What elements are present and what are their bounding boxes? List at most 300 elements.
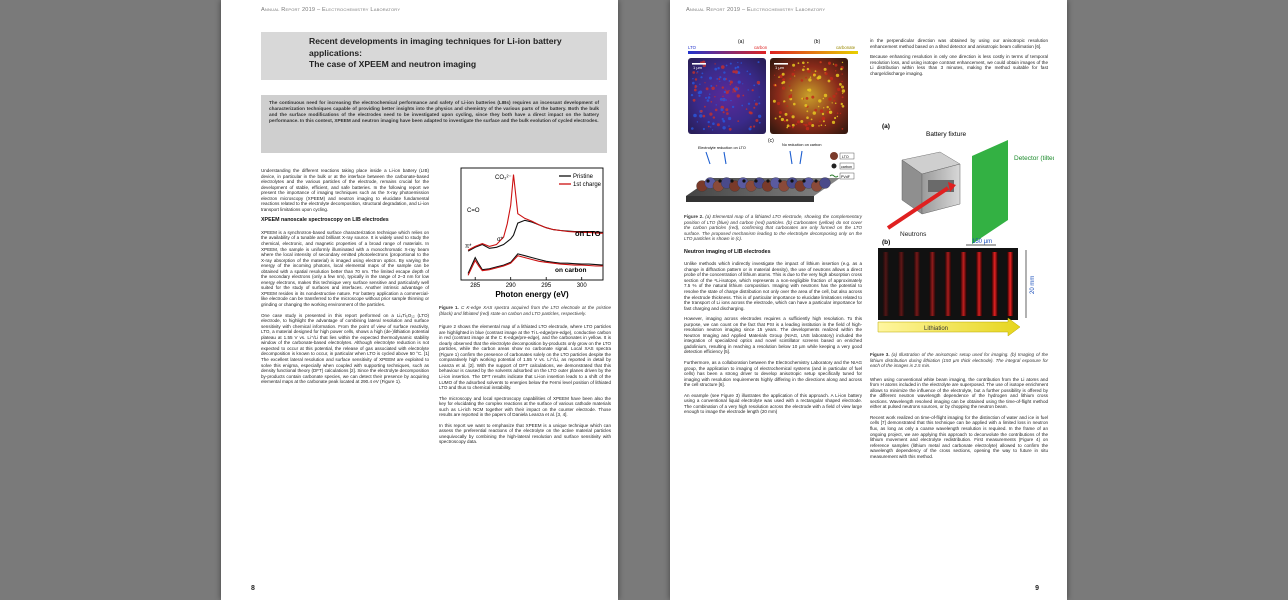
map-a-speckle (737, 62, 738, 63)
map-a-speckle (703, 115, 706, 118)
map-a-speckle (705, 97, 707, 99)
map-a-speckle (711, 87, 714, 90)
map-a-speckle (722, 86, 724, 88)
map-a-speckle (730, 81, 733, 84)
annotation-co: C=O (467, 208, 480, 214)
label-lithiation: Lithiation (924, 326, 949, 332)
map-b-speckle (774, 75, 775, 76)
carbon-particle (754, 179, 757, 182)
map-a-speckle (716, 78, 718, 80)
map-a-speckle (717, 67, 719, 69)
map-a-speckle (754, 100, 755, 101)
map-b-speckle (819, 121, 821, 123)
map-b-speckle (836, 74, 839, 77)
map-b-speckle (832, 95, 835, 98)
map-b-speckle (792, 115, 795, 118)
map-b-speckle (832, 121, 835, 124)
paragraph: Because enhancing resolution in only one direction is less costly in terms of temporal resolution loss, and using isotope contrast enhancement, we could obtain images of the Li distribution within less than 3 minutes, making the method suitable for fast charge/discharge imaging. (870, 54, 1048, 76)
carbon-particle (814, 179, 817, 182)
map-a-speckle (700, 76, 702, 78)
map-a-speckle (708, 96, 711, 99)
map-b-speckle (806, 110, 808, 112)
map-a-speckle (698, 95, 700, 97)
map-b-speckle (835, 93, 837, 95)
map-a-speckle (719, 76, 721, 78)
map-a-speckle (755, 119, 758, 122)
map-b-speckle (842, 73, 843, 74)
map-a-speckle (758, 61, 760, 63)
map-b-speckle (830, 77, 833, 80)
label-battery-fixture: Battery fixture (926, 131, 967, 138)
legend-swatch-carbon (832, 164, 837, 169)
lithiation-strip (929, 252, 935, 316)
carbon-particle (802, 179, 805, 182)
map-a-speckle (737, 94, 740, 97)
map-a-speckle (714, 96, 715, 97)
map-a-speckle (709, 77, 712, 80)
map-b-speckle (792, 73, 795, 76)
map-b-speckle (806, 97, 809, 100)
map-b-speckle (828, 97, 831, 100)
map-b-speckle (841, 81, 842, 82)
map-a-speckle (708, 126, 710, 128)
map-a-speckle (717, 123, 720, 126)
map-b-speckle (821, 124, 823, 126)
legend-lto: LTO (842, 155, 849, 159)
map-a-speckle (721, 65, 725, 69)
paragraph: One case study is presented in this report performed on a Li₄Ti₅O₁₂ (LTO) electrode, to highlight the advantage of combining lateral resolution and surface sensitivity with chemical information. From the point of view of surface reactivity, LTO, a material designed for high power cells, shows a high (de-)lithiation potential plateau at 1.55 V vs. Li⁺/Li that lies within the expected thermodynamic stability window of the carbonate-based electrolytes. Although electrolyte reduction is not expected to occur at this potential, the release of gas associated with electrolyte decomposition is known to occur, in particular when LTO is cycled above 50 °C. [1] The excellent lateral resolution and surface sensitivity of XPEEM are exploited to solve this enigma, especially when coupled with supporting techniques, such as density functional theory (DFT) calculations [2]. Since the electrolyte decomposition by-products contain carbonate species, we can detect their presence by acquiring elemental maps at the carbonate peak located at 290.4 eV (Figure 1). (261, 312, 429, 385)
paragraph: Unlike methods which indirectly investigate the impact of lithium insertion (e.g. as a change in diffraction pattern or in material density), the use of neutrons allows a direct probe of the concentration of lithium atoms. This is due to the very high absorption cross section of the ⁶Li-isotope, which represents a non-negligible fraction of approximately 7.5 % of the natural lithium composition. Imaging with neutrons has the potential to resolve the state of charge distribution not only over the area of the cell, but also across the electrode thickness. This is of particular importance to elucidate limitations related to the transport of Li ions across the electrode, which can have a particular importance for fast charging and discharging. (684, 261, 862, 311)
left-column-2 (439, 305, 611, 450)
map-b-speckle (814, 109, 817, 112)
map-b-speckle (820, 109, 823, 112)
paragraph: In this report we want to emphasize that XPEEM is a unique technique which can assess the preferential reactions of the electrolyte on the active material particles unequivocally by combining the high-lateral resolution and surface sensitivity with spectroscopy data. (439, 422, 611, 445)
figure-3-caption (870, 352, 1048, 369)
map-b-speckle (834, 117, 836, 119)
map-b-speckle (818, 99, 821, 102)
paragraph: However, imaging across electrodes requires a sufficiently high resolution. To this purpose, we can count on the fact that PSI is a leading institution in the field of high-resolution neutron imaging since 15 years. The developments realized within the Neutron Imaging and Applied Materials Group (NIAG, LNS laboratory) included the integration of specialized optics and novel scintillator screens based on enriched gadolinium, resulting in reaching a resolution below 10 µm while keeping a very good detection efficiency [5]. (684, 316, 862, 355)
legend-carbon: carbon (841, 165, 852, 169)
map-b-speckle (800, 120, 803, 123)
map-b-speckle (804, 104, 807, 107)
map-b-speckle (837, 112, 839, 114)
left-column-1 (261, 168, 429, 390)
map-b-speckle (825, 125, 826, 126)
map-b-speckle (779, 116, 781, 118)
map-b-speckle (842, 128, 844, 130)
map-a-speckle (692, 78, 693, 79)
x-tick-label: 295 (541, 283, 552, 289)
map-b-speckle (837, 88, 840, 91)
map-a-speckle (706, 87, 709, 90)
arrow-reduction (706, 152, 710, 164)
map-a-speckle (703, 128, 705, 130)
figure-3 (868, 116, 1054, 348)
intro-paragraph: Understanding the different reactions taking place inside a Li-ion battery (LIB) device, in particular in the bulk or at the interface between the carbonate-based electrolytes and the various particles of the electrode, remains crucial for the development of stable, efficient, and safe batteries. In the following report we present the importance of imaging techniques such as the X-ray photoemission electron microscopy (XPEEM) and neutron imaging to elucidate fundamental reactions related to the electrolyte decomposition, structural degradation, and Li-ion transport limitations upon cycling. (261, 168, 429, 212)
map-b-speckle (824, 94, 827, 97)
map-a-speckle (693, 99, 696, 102)
lithiation-strip (898, 252, 904, 316)
map-b-speckle (793, 103, 796, 106)
map-a-speckle (729, 128, 732, 131)
map-a-speckle (697, 121, 698, 122)
figure-1-caption (439, 305, 611, 316)
map-b-speckle (792, 126, 794, 128)
lithiation-strips (883, 252, 1014, 316)
map-a-speckle (752, 89, 754, 91)
map-b-speckle (786, 105, 788, 107)
legend-swatch-lto (830, 152, 838, 160)
lithiation-strip (945, 252, 951, 316)
legend-charge: 1st charge (573, 182, 602, 188)
map-b-speckle (775, 84, 777, 86)
map-b-speckle (817, 71, 818, 72)
carbon-particle (718, 179, 721, 182)
caption-text: C K-edge XAS spectra acquired from the LTO electrode at the pristine (black) and lithiated (red) state on carbon and LTO particles, respectively. (439, 305, 611, 316)
map-b-speckle (811, 119, 813, 121)
x-axis-label: Photon energy (eV) (495, 290, 569, 299)
map-b-speckle (840, 113, 841, 114)
arrow-reduction (790, 151, 792, 164)
map-b-speckle (808, 78, 811, 81)
annotation-co3: CO₃²⁻ (495, 175, 512, 181)
map-b-speckle (832, 102, 833, 103)
electrode-particle (820, 178, 831, 189)
map-a-speckle (737, 120, 739, 122)
legend-pristine: Pristine (573, 174, 594, 180)
map-a-speckle (737, 66, 739, 68)
map-a-speckle (755, 103, 758, 106)
paragraph: An example (see Figure 3) illustrates the application of this approach. A Li-ion battery using a conventional liquid electrolyte was used with a rectangular shaped electrode. The combination of a very high resolution across the electrode with a field of view large enough to image the electrode length (20 mm) (684, 392, 862, 415)
title-line-2: The case of XPEEM and neutron imaging (309, 59, 477, 69)
map-b-speckle (807, 62, 809, 64)
map-b-speckle (807, 89, 809, 91)
lithiation-strip (883, 252, 889, 316)
map-a-speckle (758, 102, 760, 104)
map-b-speckle (775, 118, 777, 120)
section-heading-xpeem: XPEEM nanoscale spectroscopy on LIB electrodes (261, 217, 389, 224)
map-a-speckle (693, 114, 697, 118)
map-a-speckle (713, 116, 715, 118)
map-a-speckle (758, 115, 761, 118)
map-a-speckle (728, 125, 729, 126)
map-a-speckle (721, 108, 724, 111)
legend-pvdf: PVdF (841, 175, 850, 179)
map-b-speckle (803, 124, 805, 126)
map-b-speckle (823, 120, 825, 122)
abstract-box: The continuous need for increasing the electrochemical performance and safety of Li-ion batteries (LIBs) requires an incessant development of characterization techniques capable of providing better insights into the physics and chemistry of the various parts of the battery. Both the bulk and the surface modifications of the electrodes need to be investigated upon cycling, since they both have a direct impact on the battery performance. In this context, XPEEM and neutron imaging have been adapted to investigate the surface and the bulk evolution of cycled electrodes. (261, 95, 607, 153)
bar-label-carbon: carbon (754, 45, 768, 50)
x-tick-label: 300 (576, 283, 587, 289)
lithiation-strip (914, 252, 920, 316)
map-b-speckle (811, 96, 814, 99)
label-no-reduction: No reduction on carbon (782, 143, 822, 147)
map-a-speckle (709, 94, 710, 95)
map-b-speckle (835, 70, 836, 71)
map-a-speckle (722, 126, 725, 129)
lithiation-strip (1007, 252, 1013, 316)
map-b-speckle (792, 64, 795, 67)
map-b-speckle (784, 102, 785, 103)
caption-label: Figure 1. (439, 305, 459, 310)
map-a-speckle (699, 84, 700, 85)
map-b-speckle (825, 72, 828, 75)
map-b-speckle (782, 81, 785, 84)
right-page (670, 0, 1067, 600)
map-a-speckle (749, 111, 752, 114)
map-a-speckle (741, 105, 743, 107)
label-detector: Detector (tilted) (1014, 155, 1054, 162)
figure-3-graphic (868, 116, 1054, 348)
map-b-speckle (842, 105, 845, 108)
map-a-speckle (722, 96, 723, 97)
map-b-speckle (806, 116, 809, 119)
carbon-particle (790, 179, 793, 182)
map-b-speckle (779, 111, 782, 114)
map-b-speckle (786, 119, 788, 121)
map-a-speckle (691, 94, 693, 96)
carbon-particle (730, 179, 733, 182)
map-a-speckle (692, 82, 695, 85)
map-a-speckle (742, 83, 743, 84)
map-a-speckle (722, 120, 724, 122)
map-b-speckle (841, 103, 843, 105)
map-a-speckle (715, 109, 718, 112)
paragraph: Furthermore, as a collaboration between the Electrochemistry Laboratory and the NIAG group, the application to imaging of electrochemical systems (and in particular of fuel cells) has been a strong driver to develop anisotropic setup specifically tuned for imaging with resolution requirements highly differing in the directions along and across the cell structure [6]. (684, 360, 862, 388)
label-scale-um: 150 µm (972, 239, 993, 245)
right-column-2-top (870, 38, 1048, 81)
annotation-on-carbon: on carbon (555, 267, 587, 274)
map-a-speckle (714, 68, 717, 71)
map-a-speckle (694, 89, 697, 92)
map-a-speckle (735, 70, 738, 73)
map-a-speckle (704, 82, 705, 83)
map-b-speckle (782, 73, 785, 76)
map-a-speckle (699, 114, 702, 117)
caption-text: (a) Illustration of the anisotropic setup used for imaging. (b) Imaging of the lithium distribution during lithiation (150 µm thick electrode). The integral exposure for each of the images is 2.5 min. (870, 352, 1048, 369)
map-a-speckle (742, 95, 744, 97)
xas-series-group (468, 175, 603, 276)
map-b-speckle (806, 127, 809, 130)
annotation-sigma: σ* (497, 237, 504, 243)
map-b-speckle (841, 86, 844, 89)
map-b-speckle (818, 75, 822, 79)
page-number: 9 (1035, 585, 1039, 592)
map-a-speckle (723, 71, 725, 73)
map-a-speckle (724, 91, 726, 93)
map-a-speckle (726, 91, 729, 94)
map-a-speckle (712, 122, 715, 125)
map-b-speckle (781, 118, 784, 121)
lithiation-arrow (878, 318, 1020, 336)
map-b-speckle (842, 89, 845, 92)
lithiation-strip (960, 252, 966, 316)
electrode-substrate-edge (686, 196, 814, 202)
map-a-speckle (714, 63, 715, 64)
bar-label-lto: LTO (688, 45, 696, 50)
carbon-particle (706, 179, 709, 182)
map-a-speckle (702, 73, 704, 75)
map-b-speckle (819, 61, 821, 63)
section-heading-neutron: Neutron imaging of LIB electrodes (684, 248, 771, 255)
map-b-speckle (828, 80, 831, 83)
map-b-speckle (777, 102, 780, 105)
map-b-speckle (802, 69, 805, 72)
map-a-speckle (709, 113, 712, 116)
running-header: Annual Report 2019 – Electrochemistry Laboratory (261, 7, 401, 13)
map-a-speckle (730, 84, 732, 86)
map-a-speckle (696, 72, 697, 73)
label-a: (a) (738, 39, 745, 45)
map-a-speckle (759, 96, 760, 97)
paragraph: Figure 2 shows the elemental map of a lithiated LTO electrode, where LTO particles are highlighted in blue (contrast image at the Ti L-edge/pre-edge), conductive carbon in red (contrast image at the C K-edge/pre-edge), and the carbonates in yellow. It is clearly observed that the electrolyte decomposition by-products only grow on the LTO particles, while the carbon areas show no carbonate signal. Local XAS spectra (Figure 1) confirm the presence of carbonates solely on the LTO particles despite the comparatively high working potential of 1.55 V vs. Li⁺/Li, as reported in detail by Leanza et al. [2]. With the support of DFT calculations, we demonstrated that this behaviour is caused by the solvents adsorbed on the LTO outer planes driven by the Li-ion insertion. The DFT results indicate that Li-ion insertion leads to a shift of the LUMO of the adsorbed solvents to energies below the Fermi level position of lithiated LTO and thus to chemical instability. (439, 324, 611, 391)
paragraph: XPEEM is a synchrotron-based surface characterization technique which relies on the availability of a tunable and brilliant X-ray source. It is widely used to study the chemical, electronic, and magnetic properties of a broad range of materials. In XPEEM, the sample is uniformly illuminated with a monochromatic X-ray beam where the local intensity of secondary emitted photoelectrons (proportional to the X-ray absorption of the material) is imaged using electron optics. By varying the energy of the incoming photons, local elemental maps of the sample can be obtained with a spatial resolution better than 70 nm. The limited escape depth of the secondary electrons (only a few nm), typically in the range of 2–3 nm for low energy electrons, makes this technique very surface sensitive and particularly well suited for the study of surfaces and interfaces. Another intrinsic advantage of XPEEM resides in its nondestructive nature. For battery application a commercial-like electrode can be transferred to the microscope without prior sample thinning or grinding or changing the working environment of the particles. (261, 229, 429, 308)
article-title (309, 36, 599, 71)
map-b-speckle (801, 98, 803, 100)
map-b-speckle (782, 87, 785, 90)
map-b-speckle (796, 124, 798, 126)
figure-2 (684, 36, 864, 211)
map-a-speckle (738, 81, 741, 84)
paragraph: The microscopy and local spectroscopy capabilities of XPEEM have been also the key for elucidating the complex reactions at the surface of various cathode materials such as Li-rich NCM together with their impact on the counter electrode. Those results are reported in the papers of Daniela Leanza et al. [3, 4]. (439, 395, 611, 418)
page-number: 8 (251, 585, 255, 592)
map-b-speckle (835, 103, 837, 105)
map-a-speckle (700, 110, 703, 113)
map-b-speckle (808, 122, 812, 126)
map-b-speckle (818, 106, 820, 108)
map-b-speckle (789, 85, 791, 87)
caption-text: (a) Elemental map of a lithiated LTO electrode, showing the complementary position of LTO (blue) and carbon (red) particles. (b) Carbonates (yellow) do not cover the carbon particles (red), confirming that carbonates are only formed on the LTO surface. The proposed mechanism leading to the electrolyte decomposing only on the LTO particles is shown in (c). (684, 214, 862, 242)
map-a-speckle (750, 126, 752, 128)
map-b-speckle (791, 113, 792, 114)
map-b-speckle (798, 62, 800, 64)
map-a-speckle (710, 126, 711, 127)
map-a-speckle (695, 85, 697, 87)
label-c: (c) (768, 138, 774, 144)
label-a: (a) (882, 123, 890, 130)
map-a-speckle (726, 99, 727, 100)
map-a-speckle (692, 71, 695, 74)
color-bar-b (770, 51, 858, 54)
map-b-speckle (785, 113, 788, 116)
map-b-speckle (794, 75, 795, 76)
running-header: Annual Report 2019 – Electrochemistry Laboratory (686, 7, 826, 13)
map-b-speckle (818, 125, 819, 126)
arrow-reduction (800, 151, 802, 164)
arrow-reduction (724, 152, 726, 164)
map-b-speckle (801, 79, 804, 82)
label-b: (b) (882, 239, 891, 246)
map-a-speckle (757, 81, 760, 84)
carbon-particle (778, 179, 781, 182)
map-b-speckle (822, 117, 823, 118)
map-a-speckle (753, 85, 755, 87)
map-b-speckle (790, 89, 792, 91)
map-b-speckle (828, 62, 831, 65)
bar-label-carbonate: carbonate (836, 45, 856, 50)
map-b-speckle (824, 68, 827, 71)
figure-2-caption (684, 214, 862, 242)
legend-swatch-pvdf (830, 175, 838, 177)
map-a-speckle (725, 108, 728, 111)
map-b-speckle (805, 124, 808, 127)
map-b-speckle (788, 95, 792, 99)
map-b-speckle (803, 66, 804, 67)
caption-label: Figure 3. (870, 352, 890, 357)
map-b-speckle (810, 77, 811, 78)
map-a-speckle (746, 108, 748, 110)
map-a-speckle (748, 89, 749, 90)
map-b-speckle (787, 124, 790, 127)
map-b-speckle (835, 64, 838, 67)
map-a-speckle (712, 129, 713, 130)
map-a-speckle (730, 63, 732, 65)
map-a-speckle (749, 73, 751, 75)
label-neutrons: Neutrons (900, 231, 927, 238)
map-a-speckle (759, 122, 761, 124)
lithiation-strip (976, 252, 982, 316)
map-a-speckle (726, 65, 728, 67)
x-tick-label: 285 (470, 283, 481, 289)
lithiation-strip (992, 252, 998, 316)
map-a-speckle (698, 91, 701, 94)
map-a-speckle (708, 121, 710, 123)
xas-ticks-group (470, 277, 587, 289)
map-b-speckle (781, 76, 782, 77)
map-b-speckle (813, 74, 816, 77)
map-b-speckle (833, 100, 835, 102)
map-b-speckle (822, 113, 824, 115)
map-b-speckle (778, 76, 780, 78)
map-a-speckle (695, 78, 697, 80)
map-b-speckle (833, 64, 834, 65)
figure-1 (439, 160, 611, 300)
map-b-speckle (784, 120, 786, 122)
color-bar-a (688, 51, 766, 54)
map-b-speckle (842, 93, 843, 94)
map-b-speckle (840, 68, 842, 70)
map-a-speckle (753, 107, 755, 109)
label-scale-mm: 20 mm (1030, 275, 1036, 294)
label-reduction-lto: Electrolyte reduction on LTO (698, 146, 746, 150)
map-a-speckle (691, 127, 694, 130)
map-a-speckle (711, 101, 713, 103)
map-b-speckle (802, 62, 805, 65)
map-b-speckle (842, 96, 844, 98)
map-b-speckle (811, 124, 814, 127)
map-a-speckle (704, 106, 706, 108)
map-b-speckle (837, 116, 838, 117)
right-column-1 (684, 214, 862, 420)
scale-label-b: 1 µm (775, 65, 784, 70)
map-b-speckle (823, 107, 824, 108)
map-a-speckle (722, 99, 723, 100)
scale-label-a: 1 µm (693, 65, 702, 70)
map-b-speckle (815, 70, 817, 72)
right-column-2-bottom (870, 352, 1048, 464)
map-b-speckle (839, 83, 842, 86)
x-tick-label: 290 (505, 283, 516, 289)
map-a-speckle (707, 99, 710, 102)
carbon-particle (766, 179, 769, 182)
map-a-speckle (728, 117, 731, 120)
map-b-speckle (813, 111, 816, 114)
map-a-speckle (710, 85, 712, 87)
map-b-speckle (773, 100, 776, 103)
map-a-speckle (748, 103, 750, 105)
map-b-speckle (829, 111, 830, 112)
left-page (221, 0, 618, 600)
